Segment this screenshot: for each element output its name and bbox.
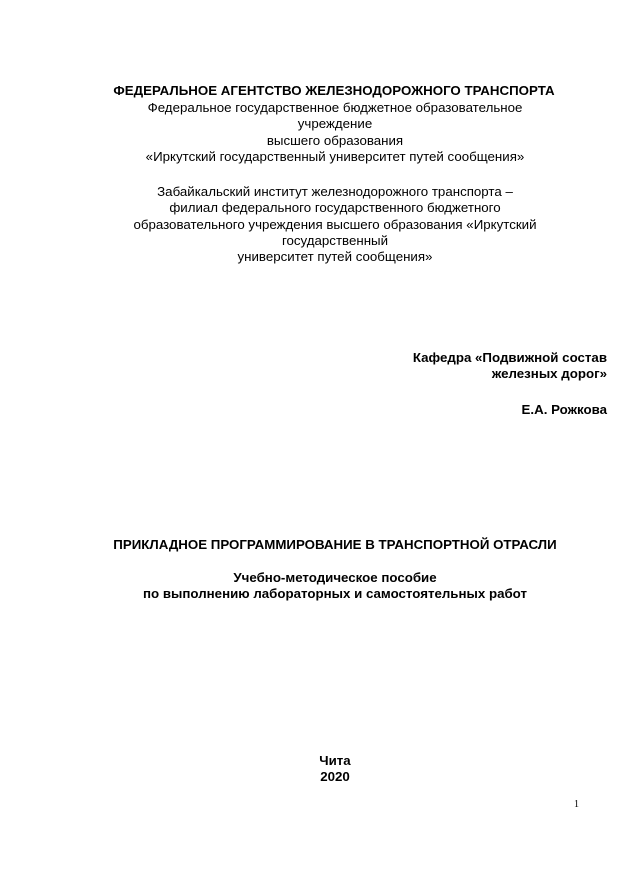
university-line: «Иркутский государственный университет путей сообщения»: [145, 148, 525, 164]
institute-line: филиал федерального государственного бюджетного: [169, 200, 501, 216]
department-line: Кафедра «Подвижной состав: [412, 350, 607, 365]
subtitle-line: Учебно-методическое пособие: [233, 570, 437, 585]
institute-line: государственный: [281, 232, 389, 248]
institute-line: Забайкальский институт железнодорожного транспорта –: [157, 184, 513, 199]
author-name: Е.А. Рожкова: [521, 402, 607, 417]
page-number: 1: [574, 799, 579, 810]
department-line: железных дорог»: [491, 366, 607, 382]
imprint-block: [0, 753, 620, 786]
publication-year: 2020: [320, 769, 350, 785]
university-line: высшего образования: [266, 132, 404, 148]
agency-heading: ФЕДЕРАЛЬНОЕ АГЕНТСТВО ЖЕЛЕЗНОДОРОЖНОГО ТРАНСПОРТА: [113, 83, 555, 98]
document-subtitle: [0, 570, 620, 603]
institute-line: образовательного учреждения высшего образования «Иркутский: [133, 216, 537, 232]
department-block: [207, 350, 607, 383]
city-name: Чита: [319, 753, 351, 768]
institute-line: университет путей сообщения»: [237, 249, 433, 265]
subtitle-line: по выполнению лабораторных и самостоятельных работ: [143, 586, 527, 602]
university-line: Федеральное государственное бюджетное образовательное: [147, 100, 523, 115]
university-line: учреждение: [297, 116, 373, 132]
institute-block: [0, 184, 620, 265]
document-title: ПРИКЛАДНОЕ ПРОГРАММИРОВАНИЕ В ТРАНСПОРТНОЙ ОТРАСЛИ: [113, 537, 557, 552]
university-block: [0, 100, 620, 165]
